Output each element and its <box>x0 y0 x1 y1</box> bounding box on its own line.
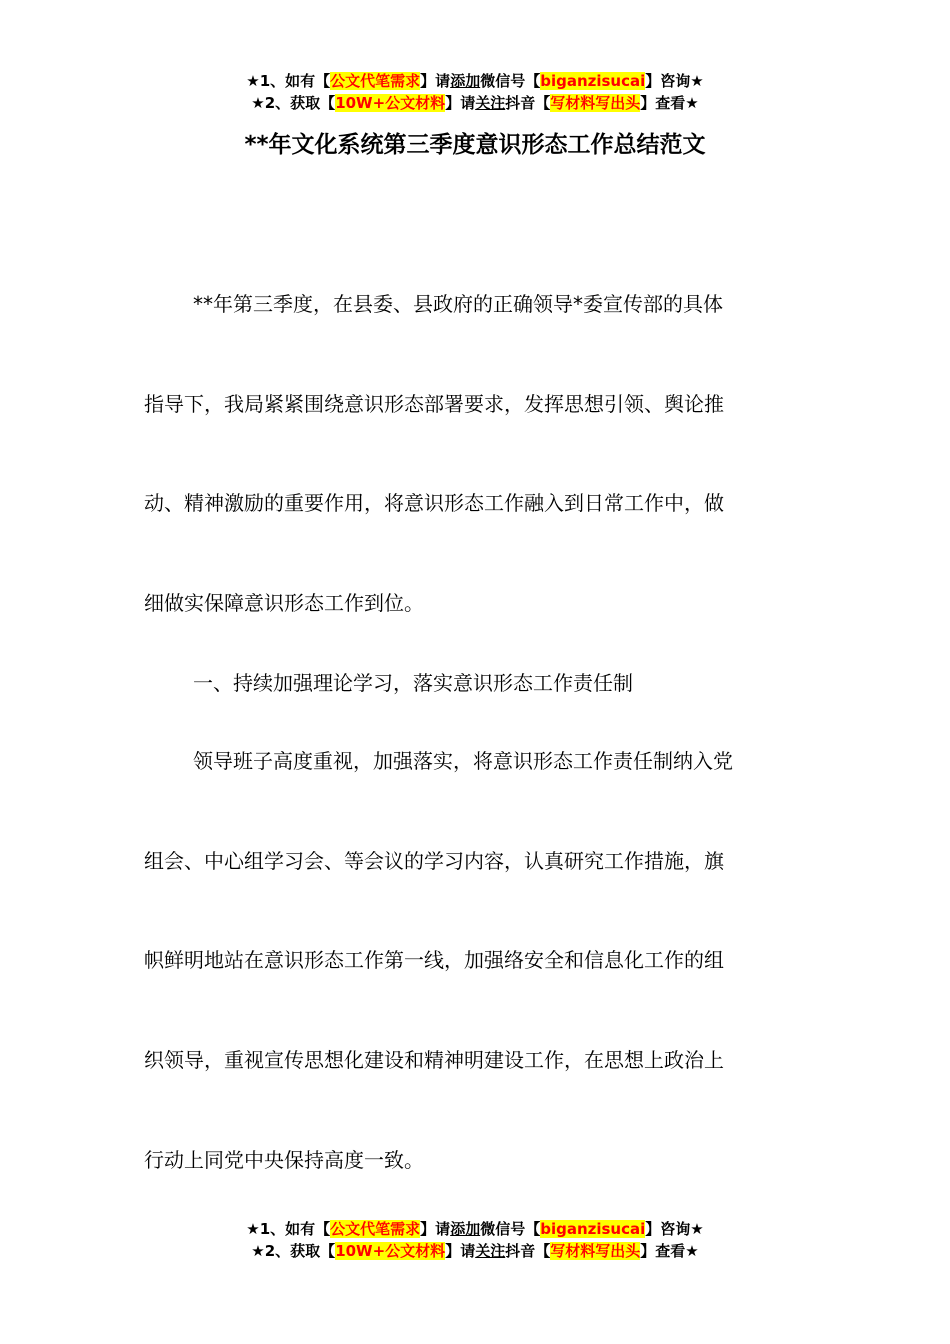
banner-text: ★1、如有【 <box>246 1220 331 1238</box>
banner-text: ★2、获取【 <box>251 94 336 112</box>
body-line: 帜鲜明地站在意识形态工作第一线，加强络安全和信息化工作的组 <box>144 948 724 972</box>
banner-underline: 添加 <box>450 1220 481 1238</box>
body-line: 指导下，我局紧紧围绕意识形态部署要求，发挥思想引领、舆论推 <box>144 392 724 416</box>
banner-text: 】请 <box>445 94 476 112</box>
banner-highlight: biganzisucai <box>540 1220 646 1238</box>
body-line: 细做实保障意识形态工作到位。 <box>144 591 424 615</box>
banner-highlight: 10W+公文材料 <box>335 94 446 112</box>
banner-text: 微信号【 <box>480 1220 541 1238</box>
section-heading: 一、持续加强理论学习，落实意识形态工作责任制 <box>193 671 633 695</box>
footer-banner <box>0 1218 950 1262</box>
banner-text: 抖音【 <box>505 1242 551 1260</box>
banner-text: ★2、获取【 <box>251 1242 336 1260</box>
banner-line-1 <box>0 70 950 92</box>
banner-line-1 <box>0 1218 950 1240</box>
banner-highlight: 10W+公文材料 <box>335 1242 446 1260</box>
header-banner <box>0 70 950 114</box>
banner-text: 】请 <box>420 72 451 90</box>
body-line: 领导班子高度重视，加强落实，将意识形态工作责任制纳入党 <box>193 749 733 773</box>
banner-underline: 添加 <box>450 72 481 90</box>
body-line: 行动上同党中央保持高度一致。 <box>144 1148 424 1172</box>
body-line: 动、精神激励的重要作用，将意识形态工作融入到日常工作中，做 <box>144 491 724 515</box>
banner-text: 】查看★ <box>640 1242 699 1260</box>
banner-underline: 关注 <box>475 1242 506 1260</box>
body-line: 组会、中心组学习会、等会议的学习内容，认真研究工作措施，旗 <box>144 849 724 873</box>
banner-text: 】查看★ <box>640 94 699 112</box>
banner-highlight: 公文代笔需求 <box>330 1220 421 1238</box>
banner-text: 】咨询★ <box>645 72 704 90</box>
banner-line-2 <box>0 1240 950 1262</box>
banner-highlight: biganzisucai <box>540 72 646 90</box>
banner-text: 】请 <box>445 1242 476 1260</box>
body-line: **年第三季度，在县委、县政府的正确领导*委宣传部的具体 <box>193 292 723 316</box>
banner-text: 抖音【 <box>505 94 551 112</box>
body-line: 织领导，重视宣传思想化建设和精神明建设工作，在思想上政治上 <box>144 1048 724 1072</box>
banner-line-2 <box>0 92 950 114</box>
document-title: **年文化系统第三季度意识形态工作总结范文 <box>244 132 706 158</box>
banner-highlight: 写材料写出头 <box>550 1242 641 1260</box>
banner-highlight: 公文代笔需求 <box>330 72 421 90</box>
banner-text: 微信号【 <box>480 72 541 90</box>
banner-underline: 关注 <box>475 94 506 112</box>
banner-highlight: 写材料写出头 <box>550 94 641 112</box>
banner-text: ★1、如有【 <box>246 72 331 90</box>
banner-text: 】请 <box>420 1220 451 1238</box>
banner-text: 】咨询★ <box>645 1220 704 1238</box>
